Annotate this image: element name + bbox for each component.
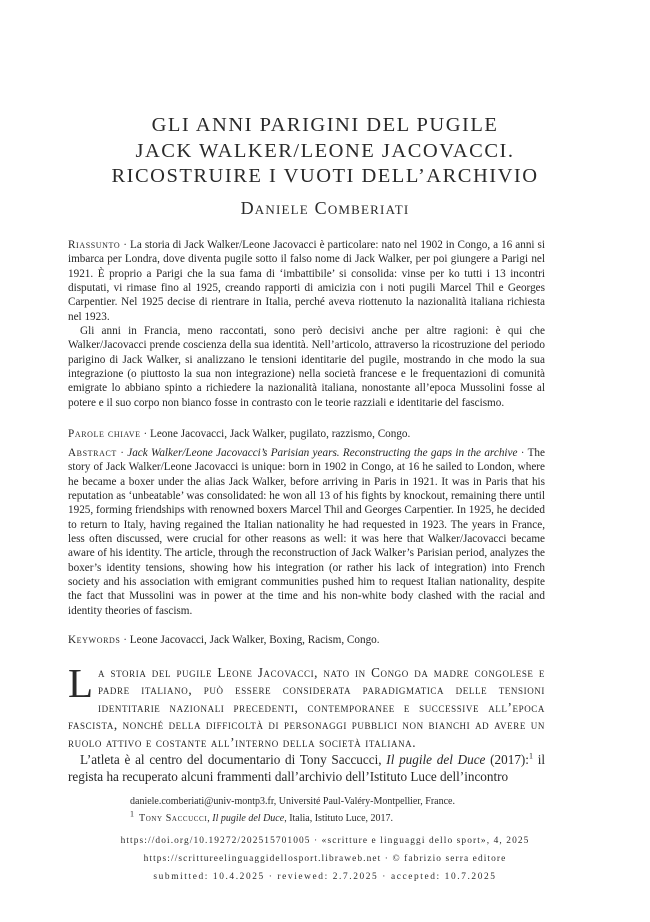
- footnote-1-rest: , Italia, Istituto Luce, 2017.: [284, 813, 394, 824]
- abstract-title: Jack Walker/Leone Jacovacci’s Parisian years. Reconstructing the gaps in the archive: [127, 447, 518, 459]
- title-line-1: GLI ANNI PARIGINI DEL PUGILE: [151, 114, 499, 136]
- body-paragraph-1-text: a storia del pugile Leone Jacovacci, nato in Congo da madre congolese e padre italiano, può essere considerata paradigmatica delle tensioni identitarie nazionali precedenti, contemporanee e successive all’epoca fascista, nonché della difficoltà di personaggi pubblici non bianchi ad avere un ruolo attivo e costante all’interno della società italiana.: [68, 665, 545, 750]
- abstract-block: [68, 446, 545, 618]
- film-title: Il pugile del Duce: [386, 752, 486, 768]
- footnote-1-number: 1: [130, 809, 134, 819]
- footnote-1: $^1$ Tony Saccucci, Il pugile del Duce, Italia, Istituto Luce, 2017.: [130, 809, 394, 824]
- riassunto-paragraph-1: La storia di Jack Walker/Leone Jacovacci è particolare: nato nel 1902 in Congo, a 16 anni si imbarca per Londra, dove diventa pugile sotto il falso nome di Jack Walker, per poi giungere a Parigi nel 1921. È proprio a Parigi che la sua fama di ‘imbattibile’ si consolida: vinse per ko tutti i 13 incontri disputati, vi rimase fino al 1925, creando rapporti di amicizia con i noti pugili Marcel Thil e Georges Carpentier. Nel 1925 decise di rientrare in Italia, perché aveva riottenuto la nazionalità italiana richiesta nel 1923.: [68, 239, 545, 323]
- footnote-1-title: Il pugile del Duce: [212, 813, 285, 824]
- footnote-ref-1[interactable]: 1: [528, 751, 533, 761]
- author-name: Daniele Comberiati: [240, 198, 410, 218]
- abstract-label: Abstract: [68, 447, 117, 459]
- footnote-1-author: Tony Saccucci: [139, 813, 208, 824]
- parole-chiave-text: Leone Jacovacci, Jack Walker, pugilato, razzismo, Congo.: [150, 428, 411, 440]
- article-title: [40, 113, 610, 190]
- riassunto-block: [68, 238, 545, 410]
- parole-chiave-label: Parole chiave: [68, 428, 141, 440]
- keywords-label: Keywords: [68, 634, 121, 646]
- title-line-2: JACK WALKER/LEONE JACOVACCI.: [135, 139, 515, 162]
- parole-chiave-separator: ·: [140, 428, 150, 440]
- body-paragraph-2: [68, 751, 545, 786]
- body-paragraph-2-text-a: L’atleta è al centro del documentario di Tony Saccucci,: [80, 752, 387, 768]
- title-line-3: RICOSTRUIRE I VUOTI DELL’ARCHIVIO: [111, 165, 539, 187]
- riassunto-label: Riassunto: [68, 239, 121, 251]
- footer-dates-line: submitted: 10.4.2025 · reviewed: 2.7.2025 · accepted: 10.7.2025: [153, 872, 497, 882]
- author-affiliation-note: daniele.comberiati@univ-montp3.fr, Université Paul-Valéry-Montpellier, France.: [130, 796, 455, 807]
- body-paragraph-2-text-c: il regista ha recuperato alcuni frammenti dall’archivio dell’Istituto Luce dell’incontro: [68, 752, 546, 785]
- body-paragraph-2-text-b: (2017):: [485, 752, 529, 768]
- parole-chiave-block: [68, 427, 545, 441]
- abstract-text: · The story of Jack Walker/Leone Jacovacci is unique: born in 1902 in Congo, at 16 he sailed to London, where he became a boxer under the alias Jack Walker, before arriving in Paris in 1921. It was in Paris that his reputation as ‘unbeatable’ was consolidated: he won all 13 of his fights by knockout, remaining there until 1925, forming friendships with renowned boxers Marcel Thil and Georges Carpentier. In 1925, he decided to return to Italy, having regained the Italian nationality he had requested in 1923. The years in France, less often discussed, were crucial for other reasons as well: it was here that Walker/Jacovacci became aware of his identity. The article, through the reconstruction of Jack Walker’s Parisian period, analyzes the boxer’s identity tensions, showing how his integration (or rather his lack of integration) into French society and his association with emigrant communities pushed him to request Italian nationality, despite the fact that Mussolini was in power at the time and his non-white body clashed with the racial and identity theories of fascism.: [68, 447, 545, 617]
- footer-doi-line[interactable]: https://doi.org/10.19272/202515701005 · «scritture e linguaggi dello sport», 4, 2025: [120, 836, 530, 846]
- keywords-separator: ·: [120, 634, 130, 646]
- keywords-text: Leone Jacovacci, Jack Walker, Boxing, Racism, Congo.: [129, 634, 380, 646]
- body-paragraph-1: [68, 660, 545, 751]
- abstract-separator: ·: [116, 447, 128, 459]
- footer-website-line[interactable]: https://scritture​elinguaggidellosport.libraweb.net · © fabrizio serra editore: [143, 854, 507, 864]
- article-body: [68, 660, 546, 786]
- riassunto-paragraph-2: Gli anni in Francia, meno raccontati, sono però decisivi anche per altre ragioni: è qui che Walker/Jacovacci prende coscienza della sua identità. Nell’articolo, attraverso la ricostruzione del periodo parigino di Jack Walker, si analizzano le tensioni identitarie del pugile, mostrando in che modo la sua integrazione (o piuttosto la sua non integrazione) nella società francese e le frequentazioni di comunità emigrate lo abbiano spinto a richiedere la nazionalità italiana, nonostante all’epoca Mussolini fosse al potere e il suo corpo non bianco fosse in contrasto con le teorie razziali e identitarie del fascismo.: [68, 325, 545, 409]
- keywords-block: [68, 633, 545, 647]
- riassunto-separator: ·: [120, 239, 131, 251]
- drop-cap: L: [68, 660, 94, 706]
